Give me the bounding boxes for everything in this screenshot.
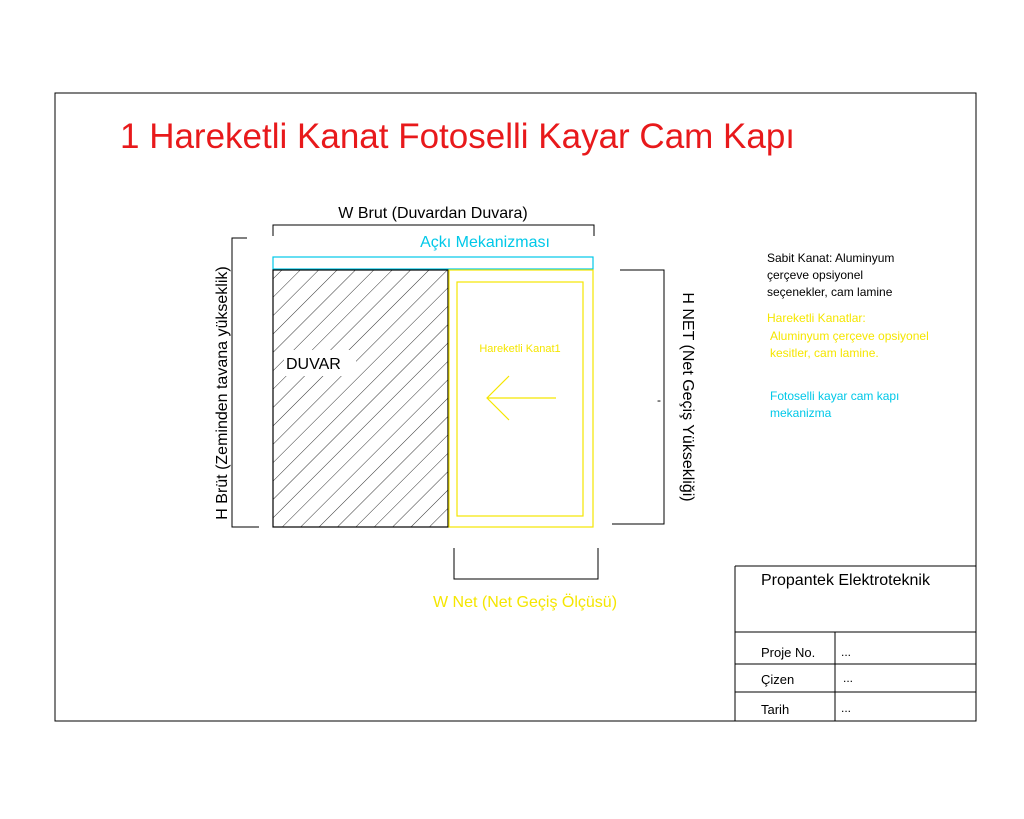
moving-leaves-note-line: kesitler, cam lamine. — [770, 346, 879, 360]
fixed-leaf-note-line: çerçeve opsiyonel — [767, 268, 864, 282]
title-block-value: ... — [841, 645, 852, 659]
wall-label: DUVAR — [286, 356, 341, 373]
h-net-label: H NET (Net Geçiş Yüksekliği) — [679, 292, 696, 502]
moving-leaves-note — [767, 311, 929, 360]
title-block-value: ... — [843, 671, 854, 685]
fixed-leaf-note-line: seçenekler, cam lamine — [767, 285, 893, 299]
title-block-label: Proje No. — [761, 645, 816, 660]
title-block-label: Tarih — [761, 702, 790, 717]
slide-arrow-icon — [487, 376, 556, 420]
fixed-leaf-note — [767, 251, 894, 299]
h-brut-dimension-line — [232, 238, 259, 527]
mechanism-box — [273, 257, 593, 269]
title-block-label: Çizen — [761, 672, 795, 687]
mechanism-note — [770, 389, 899, 420]
title-block — [735, 566, 976, 721]
w-net-label: W Net (Net Geçiş Ölçüsü) — [432, 594, 618, 611]
moving-leaves-note-line: Aluminyum çerçeve opsiyonel — [770, 329, 929, 343]
moving-leaves-note-line: Hareketli Kanatlar: — [767, 311, 866, 325]
drawing-title: 1 Hareketli Kanat Fotoselli Kayar Cam Kapı — [120, 117, 796, 156]
dash-mark: - — [657, 393, 661, 407]
wall-hatch — [273, 270, 448, 527]
moving-leaf-label: Hareketli Kanat1 — [479, 343, 561, 355]
company-name: Propantek Elektroteknik — [761, 572, 930, 589]
moving-leaf-inner — [457, 282, 583, 516]
mechanism-label: Açkı Mekanizması — [420, 234, 550, 251]
fixed-leaf-note-line: Sabit Kanat: Aluminyum — [767, 251, 895, 265]
mechanism-note-line: mekanizma — [770, 406, 832, 420]
mechanism-note-line: Fotoselli kayar cam kapı — [770, 389, 900, 403]
sheet-border — [55, 93, 976, 721]
title-block-value: ... — [841, 701, 852, 715]
w-brut-label: W Brut (Duvardan Duvara) — [338, 205, 528, 222]
h-brut-label: H Brüt (Zeminden tavana yükseklik) — [214, 266, 231, 520]
w-net-dimension-line — [454, 548, 598, 579]
